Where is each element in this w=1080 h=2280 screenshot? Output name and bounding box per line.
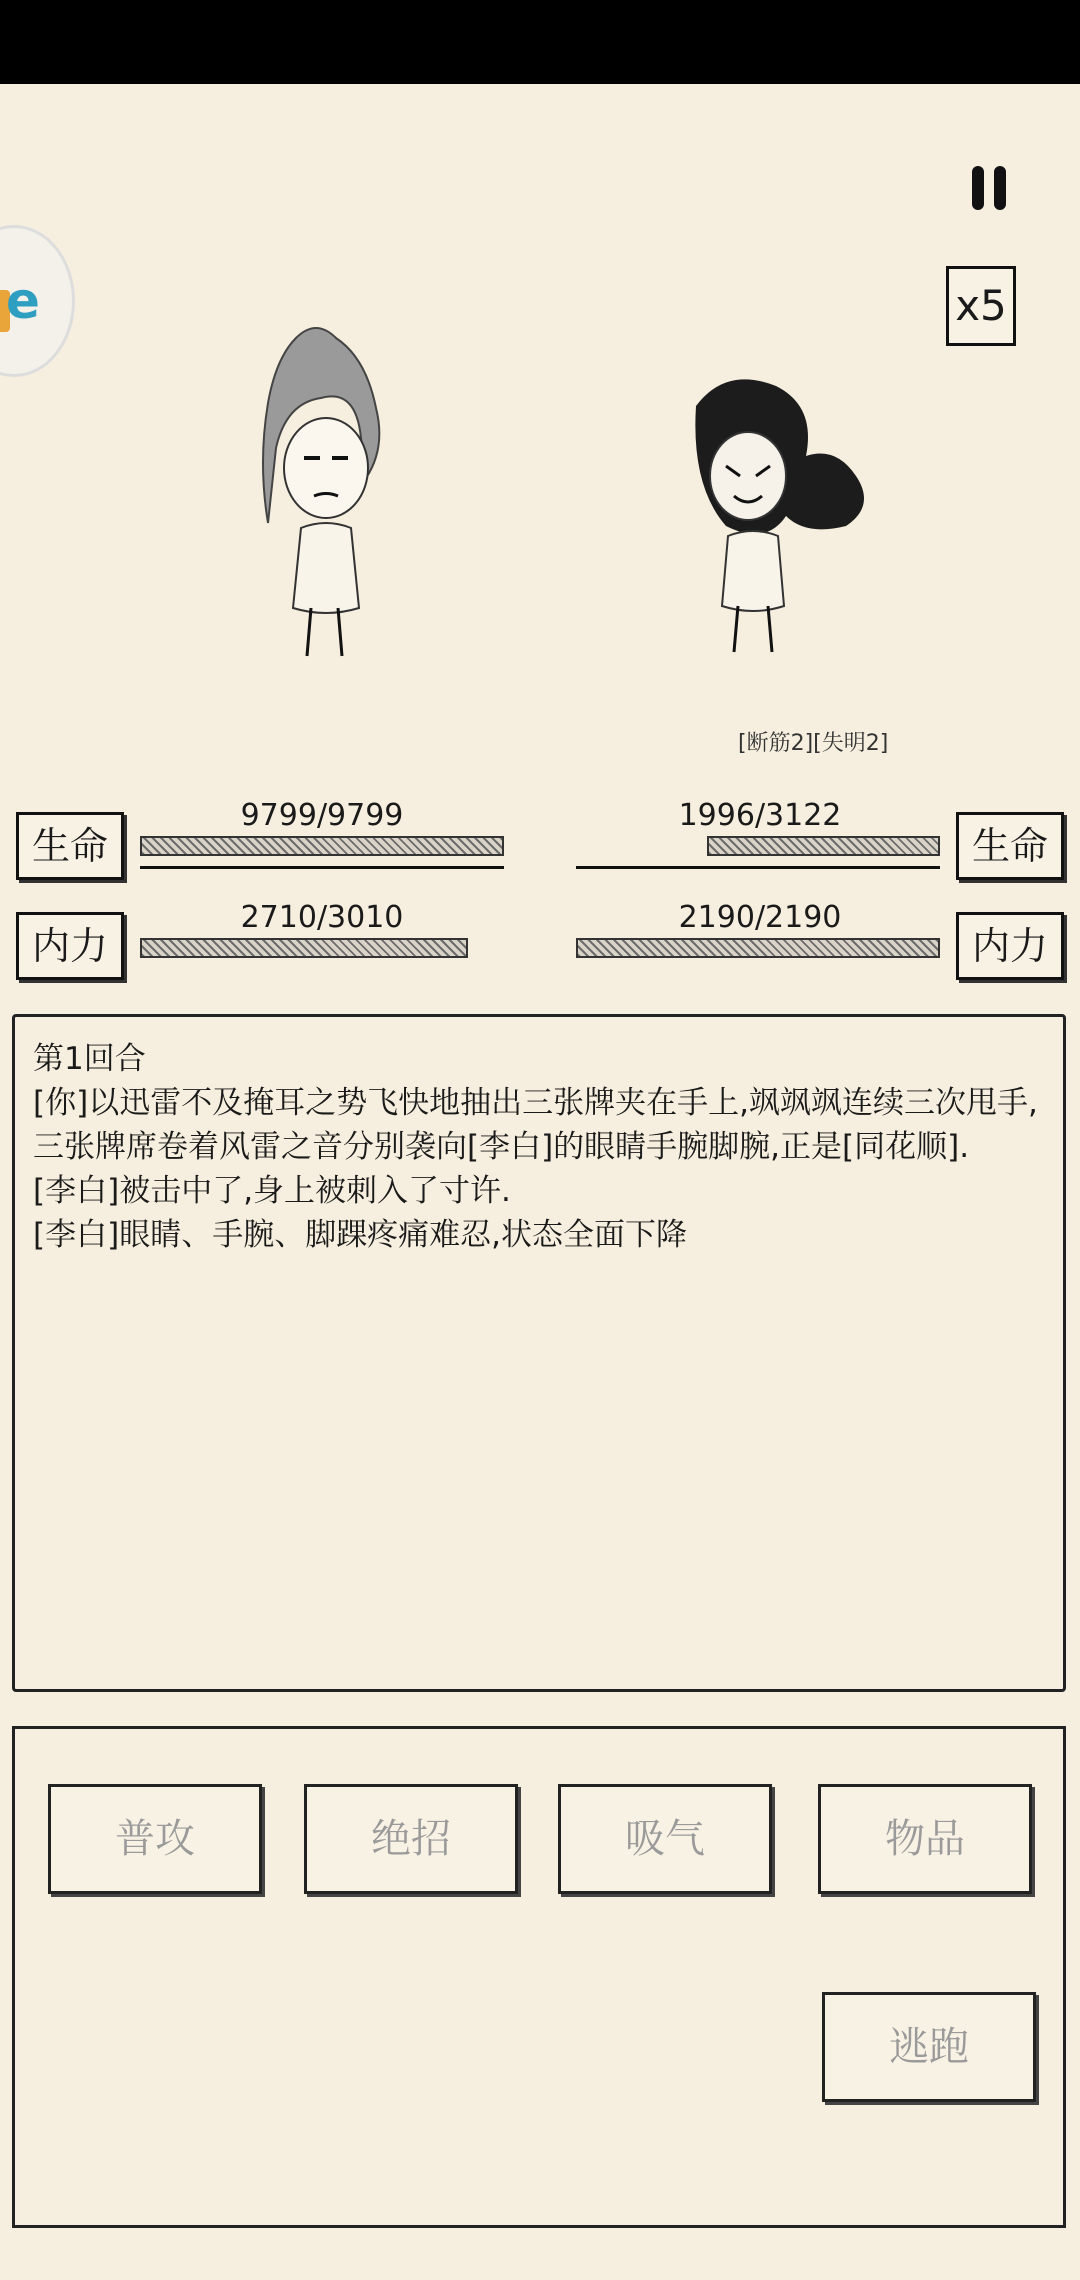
log-line: [李白]被击中了,身上被刺入了寸许. bbox=[33, 1173, 511, 1209]
items-button[interactable]: 物品 bbox=[818, 1784, 1032, 1894]
floating-app-icon[interactable]: e bbox=[0, 228, 72, 374]
player-hp-text: 9799/9799 bbox=[240, 798, 404, 833]
log-line: [你]以迅雷不及掩耳之势飞快地抽出三张牌夹在手上,飒飒飒连续三次甩手,三张牌席卷着风雷之音分别袭向[李白]的眼睛手腕脚腕,正是[同花顺]. bbox=[33, 1085, 1038, 1165]
player-mp-bar bbox=[140, 938, 468, 958]
speed-button[interactable]: x5 bbox=[946, 266, 1016, 346]
breathe-button[interactable]: 吸气 bbox=[558, 1784, 772, 1894]
log-line: [李白]眼睛、手腕、脚踝疼痛难忍,状态全面下降 bbox=[33, 1217, 688, 1253]
player-hp-bar bbox=[140, 836, 504, 856]
enemy-hp-label: 生命 bbox=[956, 812, 1064, 880]
player-mp-label: 内力 bbox=[16, 912, 124, 980]
enemy-hp-text: 1996/3122 bbox=[678, 798, 842, 833]
enemy-debuffs: [断筋2][失明2] bbox=[738, 731, 889, 756]
enemy-mp-bar bbox=[576, 938, 940, 958]
flee-button[interactable]: 逃跑 bbox=[822, 1992, 1036, 2102]
log-line: 第1回合 bbox=[33, 1041, 146, 1077]
skill-button[interactable]: 绝招 bbox=[304, 1784, 518, 1894]
player-hp-label: 生命 bbox=[16, 812, 124, 880]
enemy-hp-bar bbox=[707, 836, 940, 856]
enemy-hp-line bbox=[576, 866, 940, 869]
battle-log bbox=[12, 1014, 1066, 1692]
player-mp-text: 2710/3010 bbox=[240, 900, 404, 935]
enemy-mp-text: 2190/2190 bbox=[678, 900, 842, 935]
attack-button[interactable]: 普攻 bbox=[48, 1784, 262, 1894]
status-bar bbox=[0, 0, 1080, 84]
enemy-mp-label: 内力 bbox=[956, 912, 1064, 980]
pause-button[interactable] bbox=[968, 160, 1012, 216]
player-character bbox=[226, 318, 396, 658]
enemy-character bbox=[676, 366, 876, 656]
player-hp-line bbox=[140, 866, 504, 869]
